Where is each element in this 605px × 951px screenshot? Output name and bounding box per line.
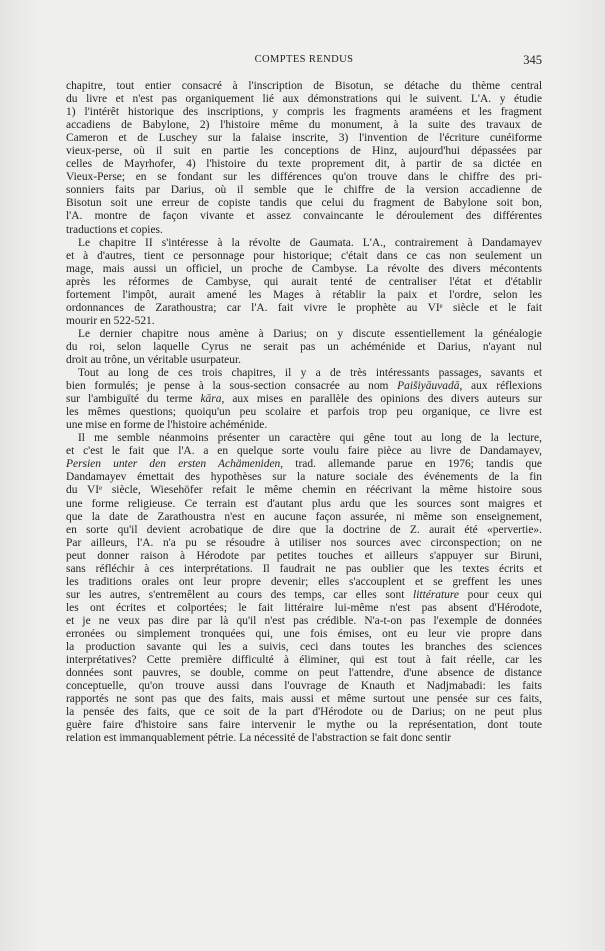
line-text: fortement l'impôt, aurait amené les Mages à rétablir la paix et l'ordre, selon les — [66, 288, 542, 301]
text-line — [66, 732, 542, 745]
text-line — [66, 667, 542, 680]
text-line — [66, 576, 542, 589]
text-line — [66, 302, 542, 315]
line-text: en sorte qu'il devient acrobatique de dire que la doctrine de Z. aurait été «pervertie». — [66, 523, 542, 536]
text-line — [66, 210, 542, 223]
line-text-continued: , trad. allemande parue en 1976; tandis que — [280, 458, 542, 471]
text-line — [66, 263, 542, 276]
text-line — [66, 106, 542, 119]
line-text: droit au trône, un véritable usurpateur. — [66, 353, 242, 366]
paragraph — [66, 237, 542, 328]
line-text: la production savante qui les a suivis, ceci dans toutes les branches des sciences — [66, 641, 542, 654]
line-text: et à d'autres, tient ce personnage pour historique; c'était dans ce cas non seulement un — [66, 249, 542, 262]
line-text: les traditions orales ont leur propre devenir; elles s'accouplent et se greffent les unes — [66, 575, 542, 588]
text-line — [66, 471, 542, 484]
line-text: et c'est le fait que l'A. a en quelque sorte voulu faire pièce au livre de Dandamayev, — [66, 445, 542, 458]
line-text: du roi, selon laquelle Cyrus ne serait pas un achéménide et Darius, n'ayant nul — [66, 340, 542, 353]
line-text: après les réformes de Cambyse, qui aurait tenté de centraliser l'état et d'établir — [66, 275, 542, 288]
line-text: traductions et copies. — [66, 223, 163, 236]
line-text: sur les autres, s'entremêlent au cours des temps, car elles sont — [66, 588, 414, 601]
page-header — [66, 54, 542, 70]
line-text: vieux-perse, où il suit en partie les conceptions de Hinz, aujourd'hui dépassées par — [66, 145, 542, 158]
line-text: Le dernier chapitre nous amène à Darius; on y discute essentiellement la généalogie — [78, 327, 542, 340]
text-line — [66, 341, 542, 354]
text-line — [66, 719, 542, 732]
text-line — [66, 458, 542, 471]
line-text: la pensée des faits, que ce soit de la part d'Hérodote ou de Darius; on ne peut plus — [66, 706, 542, 719]
text-line — [66, 706, 542, 719]
italic-term: kāra — [200, 393, 222, 406]
text-line — [66, 511, 542, 524]
line-text: Le chapitre II s'intéresse à la révolte de Gaumata. L'A., contrairement à Dandamayev — [78, 236, 542, 249]
text-line — [66, 498, 542, 511]
line-text: mage, mais aussi un officiel, un proche de Cambyse. La révolte des divers mécontents — [66, 262, 542, 275]
text-line — [66, 550, 542, 563]
text-line — [66, 80, 542, 93]
line-text: peut donner raison à Hérodote par petites touches et ailleurs s'appuyer sur Biruni, — [66, 549, 542, 562]
text-line — [66, 276, 542, 289]
line-text: l'A. montre de façon vivante et assez convaincante le déroulement des différentes — [66, 210, 542, 223]
italic-term: Paišiyāuvadā — [397, 380, 460, 393]
paragraph — [66, 432, 542, 745]
line-text: sans réfléchir à ces interprétations. Il faudrait ne pas oublier que les textes écrits et — [66, 562, 542, 575]
line-text: Bisotun soit une erreur de copiste tandis que celui du fragment de Babylone soit bon, — [66, 197, 542, 210]
text-line — [66, 393, 542, 406]
text-line — [66, 524, 542, 537]
text-line — [66, 315, 542, 328]
line-text: Dandamayev émettait des hypothèses sur la nature sociale des événements de la fin — [66, 471, 542, 484]
text-line — [66, 328, 542, 341]
text-line — [66, 537, 542, 550]
line-text: les mêmes questions; quoiqu'un peu scolaire et parfois trop peu organique, ce livre est — [66, 406, 542, 419]
text-line — [66, 367, 542, 380]
line-text: rapportés ne sont pas que des faits, mais aussi et même surtout une pensée sur ces faits, — [66, 693, 542, 706]
text-line — [66, 380, 542, 393]
paragraph — [66, 367, 542, 432]
line-text: Tout au long de ces trois chapitres, il y a de très intéressants passages, savants et — [78, 367, 542, 380]
line-text: bien formulés; je pense à la sous-section consacrée au nom — [66, 380, 398, 393]
line-text: celles de Mayrhofer, 4) l'histoire du texte proprement dit, à partir de sa dictée en — [66, 158, 542, 171]
text-line — [66, 237, 542, 250]
text-line — [66, 119, 542, 132]
text-line — [66, 445, 542, 458]
text-line — [66, 406, 542, 419]
italic-term: littérature — [413, 588, 459, 601]
paragraph — [66, 328, 542, 367]
text-line — [66, 602, 542, 615]
text-line — [66, 680, 542, 693]
text-line — [66, 641, 542, 654]
review-body — [66, 80, 542, 745]
text-line — [66, 432, 542, 445]
paragraph — [66, 80, 542, 237]
text-line — [66, 184, 542, 197]
text-line — [66, 693, 542, 706]
line-text: Il me semble néanmoins présenter un caractère qui gêne tout au long de la lecture, — [78, 432, 542, 445]
text-line — [66, 354, 542, 367]
line-text: interprétatives? Cette première difficulté à éliminer, qui est tout à fait réelle, car les — [66, 654, 542, 667]
line-text: sonniers faits par Darius, où il semble que le chiffre de la version accadienne de — [66, 184, 542, 197]
text-line — [66, 289, 542, 302]
text-line — [66, 419, 542, 432]
line-text: Cameron et de Luschey sur la falaise inscrite, 3) l'invention de l'écriture cunéiforme — [66, 132, 542, 145]
text-line — [66, 589, 542, 602]
line-text: conceptuelle, qu'on trouve aussi dans l'ouvrage de Knauth et Nadjmabadi: les faits — [66, 680, 542, 693]
text-line — [66, 132, 542, 145]
line-text: 1) l'intérêt historique des inscriptions, y compris les fragments araméens et les fragment — [66, 106, 542, 119]
running-head: COMPTES RENDUS — [254, 54, 354, 65]
line-text: du VIᵉ siècle, Wiesehöfer refait le même chemin en réécrivant la même histoire sous — [66, 484, 542, 497]
line-text-continued: , aux mises en parallèle des opinions des divers auteurs sur — [221, 393, 542, 406]
text-line — [66, 145, 542, 158]
line-text-continued: , aux réflexions — [459, 380, 542, 393]
text-line — [66, 250, 542, 263]
text-line — [66, 158, 542, 171]
line-text: mourir en 522-521. — [66, 314, 155, 327]
line-text: du livre et n'est pas organiquement lié aux démonstrations qui le suivent. L'A. y étudie — [66, 93, 542, 106]
text-line — [66, 197, 542, 210]
line-text: une mise en forme de l'histoire achéménide. — [66, 419, 268, 432]
text-line — [66, 563, 542, 576]
line-text: Par ailleurs, l'A. n'a pu se résoudre à utiliser nos sources avec circonspection; on ne — [66, 536, 542, 549]
line-text-continued: pour ceux qui — [459, 588, 542, 601]
line-text: sur l'ambiguïté du terme — [66, 393, 201, 406]
line-text: les ont écrites et colportées; le fait littéraire lui-même n'est pas absent d'Hérodote, — [66, 601, 542, 614]
line-text: données sont pauvres, se double, comme on peut l'attendre, d'une absence de distance — [66, 667, 542, 680]
line-text: Vieux-Perse; en se fondant sur les différences qu'on trouve dans le chiffre des pri- — [66, 171, 542, 184]
line-text: une forme religieuse. Ce terrain est d'autant plus ardu que les sources sont maigres et — [66, 497, 542, 510]
text-line — [66, 171, 542, 184]
line-text: accadiens de Babylone, 2) l'histoire même du monument, à la suite des travaux de — [66, 119, 542, 132]
text-line — [66, 93, 542, 106]
line-text: chapitre, tout entier consacré à l'inscription de Bisotun, se détache du thème central — [66, 80, 542, 92]
line-text: et je ne veux pas dire par là qu'il n'est pas crédible. N'a-t-on pas l'exemple de données — [66, 614, 542, 627]
text-line — [66, 484, 542, 497]
text-line — [66, 654, 542, 667]
line-text: guère faire d'histoire sans faire intervenir le mythe ou la représentation, dont toute — [66, 719, 542, 732]
text-line — [66, 224, 542, 237]
line-text: erronées ou simplement tronquées qui, une fois émises, ont eu leur vie propre dans — [66, 627, 542, 640]
line-text: ordonnances de Zarathoustra; car l'A. fait vivre le prophète au VIᵉ siècle et le fait — [66, 301, 542, 314]
line-text: que la date de Zarathoustra n'est en aucune façon assurée, ni même son enseignement, — [66, 510, 542, 523]
text-line — [66, 628, 542, 641]
text-line — [66, 615, 542, 628]
italic-term: Persien unter den ersten Achämeniden — [66, 458, 281, 471]
page-number: 345 — [523, 53, 542, 67]
line-text: relation est immanquablement pétrie. La nécessité de l'abstraction se fait donc sentir — [66, 732, 452, 745]
